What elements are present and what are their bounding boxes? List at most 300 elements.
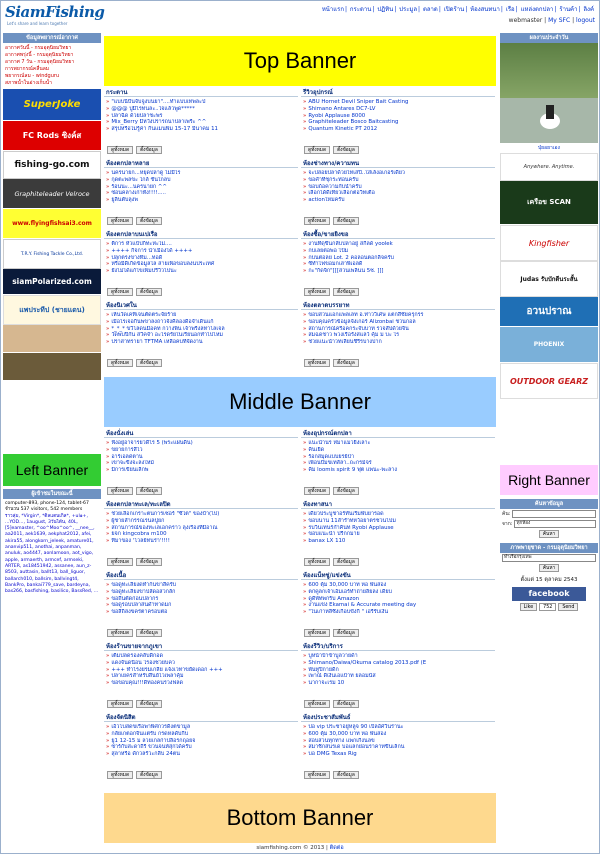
topic-item[interactable] <box>106 582 296 589</box>
new-post-button[interactable]: ตั้งข้อมูล <box>136 771 162 779</box>
view-all-button[interactable]: ดูทั้งหมด <box>304 487 330 495</box>
nav-auction[interactable]: ประมูล <box>399 6 418 13</box>
sponsor-image-1[interactable] <box>3 325 101 353</box>
topic-item[interactable] <box>303 680 493 687</box>
forum-box-title[interactable]: กระดาน <box>104 88 298 97</box>
topic-item[interactable] <box>303 326 493 333</box>
topic-list <box>104 168 298 204</box>
topic-item[interactable] <box>303 518 493 525</box>
photo-image <box>500 43 598 143</box>
photo-of-the-day[interactable] <box>500 43 598 143</box>
new-post-button[interactable]: ตั้งข้อมูล <box>136 629 162 637</box>
topic-item[interactable] <box>303 184 493 191</box>
forum-box <box>301 713 495 781</box>
topic-item[interactable] <box>303 190 493 197</box>
topic-title: ร้อกสมุดแบบยรย์ป่า <box>308 453 355 460</box>
topic-title: ร้อนนะ...นครนายก ^^ <box>111 183 167 190</box>
topic-title: เลือกได้ดีเที่ยวเลือกต่อวิทเตื่อ <box>308 190 375 197</box>
topic-title: แนะนำนร ห่มาแมวยิ่งเลาะ <box>308 440 371 446</box>
topic-title: ซาร์กับสะดาถิริ ขวนจนห์สุกได้ครับ <box>111 744 192 751</box>
online-panel <box>3 489 101 839</box>
topic-item[interactable] <box>303 602 493 609</box>
photo-title: ผลงานประจำวัน <box>500 33 598 43</box>
topic-item[interactable] <box>106 454 296 461</box>
topic-title: ขอบถ้อความกับน้ำครับ <box>308 183 362 190</box>
forum-box-title[interactable]: ห้องรีวิว/บริการ <box>301 642 495 651</box>
view-all-button[interactable]: ดูทั้งหมด <box>304 558 330 566</box>
topic-title: ซี่ทำไฟขอมกเล่าพี่เอลดิ <box>308 261 363 268</box>
topic-item[interactable] <box>303 106 493 113</box>
topic-title: ยังไม่ได้แก้ไขเพิ่มปรีวิวไปนะ <box>111 268 177 275</box>
topic-item[interactable] <box>303 454 493 461</box>
weather-link[interactable]: การพยากรณ์คลื่นลม <box>5 66 50 72</box>
nav-spots[interactable]: แหล่งตกปลา <box>520 6 554 13</box>
topic-title: กลัยเกตอกจิ้นแต่รับ กรดหลดับกีบ <box>111 730 189 737</box>
sponsor-fc[interactable]: FC Rods ซิงค์ส <box>3 121 101 151</box>
topic-item[interactable] <box>303 609 493 616</box>
topic-item[interactable] <box>106 538 296 545</box>
photo-caption[interactable]: ปุ่ยอยาเอง <box>538 145 560 151</box>
topic-title: ช่วยเลือกเกราะตนการเซอร์ "ซีไต" ของป๋า(ไป) <box>111 511 220 517</box>
topic-item[interactable] <box>106 596 296 603</box>
right-banner[interactable]: Right Banner <box>500 465 598 495</box>
topic-item[interactable] <box>106 511 296 518</box>
topic-item[interactable] <box>303 538 493 545</box>
sponsor-anywhere[interactable]: Anywhere. Anytime. <box>500 153 598 181</box>
weather-link[interactable]: สภาพน้ำในอ่างเก็บน้ำ <box>5 80 52 86</box>
forum-box-title[interactable]: ห้องร้านขายจากภูเขา <box>104 642 298 651</box>
topic-item[interactable] <box>106 184 296 191</box>
topic-list <box>104 509 298 545</box>
new-post-button[interactable]: ตั้งข้อมูล <box>333 700 359 708</box>
forum-box-title[interactable]: ห้องช่างทาง/ความทน <box>301 159 495 168</box>
topic-title: ปลาเยครสำหรับสีนย์ไวเพลาคุ้ม <box>111 673 184 680</box>
topic-item[interactable] <box>106 525 296 532</box>
topic-item[interactable] <box>303 511 493 518</box>
topic-title: รบวินเทนร์กำคินท Ryobi Applause <box>308 524 394 531</box>
topic-title: ยูลิ่นตับลุงพ <box>111 197 138 204</box>
topic-item[interactable] <box>106 170 296 177</box>
topic-title: @@@ ปูมีไรทนละ..ใจแล้วพูด***** <box>111 105 195 112</box>
new-post-button[interactable]: ตั้งข้อมูล <box>136 146 162 154</box>
forum-box-title[interactable]: ห้องซื้อ/ขายยิงขอ <box>301 230 495 239</box>
topic-item[interactable] <box>106 440 296 447</box>
topic-list <box>301 651 495 687</box>
topic-item[interactable] <box>303 312 493 319</box>
topic-title: มีการเขียนเลิกพ <box>111 467 149 474</box>
topic-title: actionใหมครับ <box>308 197 345 204</box>
logout-link[interactable]: logout <box>576 17 595 24</box>
sponsor-judas[interactable]: Judas รับบักดีนระสั้น <box>500 261 598 297</box>
topic-title: เพาณ์ ดีเงินเอแป้าท ยลอมนัส <box>308 673 376 680</box>
forum-box <box>104 88 298 156</box>
topic-list <box>301 239 495 275</box>
topic-title: ติการ หัวแป้ปก็ทะห่ะไม่.... <box>111 241 172 247</box>
nav-board[interactable]: กระดาน <box>349 6 372 13</box>
sponsor-graphiteleader[interactable]: Graphiteleader Velroce <box>3 179 101 209</box>
view-all-button[interactable]: ดูทั้งหมด <box>304 359 330 367</box>
view-all-button[interactable]: ดูทั้งหมด <box>107 288 133 296</box>
topic-title: ขอคำที่ชุกระท่อนครับ <box>308 176 359 183</box>
facebook-badge[interactable]: facebook <box>512 587 586 601</box>
view-all-button[interactable]: ดูทั้งหมด <box>304 771 330 779</box>
topic-title: สอบสวนทุกทาง แพกเกีงนลข <box>308 737 375 744</box>
nav-chat[interactable]: ห้องสนทนา <box>470 6 500 13</box>
topic-list <box>301 97 495 133</box>
footer-contact[interactable]: ติดต่อ <box>329 845 344 851</box>
footer: siamfishing.com © 2013 | ติดต่อ <box>256 845 344 851</box>
middle-banner[interactable]: Middle Banner <box>104 377 496 427</box>
topic-item[interactable] <box>303 724 493 731</box>
weather-link[interactable]: อากาศ 7 วัน - กรมอุตุนิยมวิทยา <box>5 59 75 65</box>
topic-item[interactable] <box>303 261 493 268</box>
topic-item[interactable] <box>303 99 493 106</box>
topic-item[interactable] <box>106 113 296 120</box>
nav-shop-open[interactable]: เปิดร้าน <box>443 6 465 13</box>
new-post-button[interactable]: ตั้งข้อมูล <box>333 359 359 367</box>
topic-item[interactable] <box>106 319 296 326</box>
topic-item[interactable] <box>106 261 296 268</box>
forum-box-title[interactable]: ห้องตลาดบรรยาท <box>301 301 495 310</box>
view-all-button[interactable]: ดูทั้งหมด <box>107 629 133 637</box>
forum-box <box>104 571 298 639</box>
online-members[interactable]: ราวลุ่ม, *Virgin*, *ดิลแดนเกิล*, +ul๑+, ...YOD..., 1august, 3วันได้น, 40L, [5]eamaster, ^oo^Moo^oo^, __nee__, aa2011, aek1639, aekphat2012, afei, akira55, alongkorn_jeleek, amature01, ananvip511, anothai, anpanman, anuluk, ao4447, aonlamoon, aot_vigo, apple, armaerth, armcef, armseki, ARTER, as18451942, assanee, aun_z-8503, auttasin, ballt13, ball_liguor, ballarch010, ballsim, ballvingt4, BankPro, bankai779_save, bardeyna, bas266, basfishing, basilico, BassRed, ... <box>5 513 99 595</box>
forum-box-title[interactable]: ห้องประชาสัมพันธ์ <box>301 713 495 722</box>
topic-title: 600 ตุ้ม 30,000 บาท หอ พันสอง <box>308 730 387 737</box>
topic-item[interactable] <box>106 190 296 197</box>
weather-link[interactable]: พยากรณ์ลม - windguru <box>5 73 60 79</box>
topic-title: งานที่ดุขึ้นกลับปลาอยู่ สกีลด์ yoolek <box>308 241 393 247</box>
user-nav: webmaster | My SFC | logout <box>508 17 595 24</box>
topic-title: "ในเก่าหลี่ซึ่งเกือบขังกี " เอรี่รับเงิน <box>308 609 389 616</box>
topic-item[interactable] <box>106 126 296 133</box>
topic-item[interactable] <box>106 177 296 184</box>
search-panel <box>500 499 598 611</box>
topic-item[interactable] <box>303 255 493 262</box>
topic-item[interactable] <box>303 119 493 126</box>
topic-title: สถานการณ์ของทะเลเอกคราว ลุงเรื่องที่มีอาณ <box>111 524 218 531</box>
view-all-button[interactable]: ดูทั้งหมด <box>304 288 330 296</box>
topic-title: เห็นวัดเคที่เจนตัดตระจัยร้าย <box>111 312 177 318</box>
topic-item[interactable] <box>303 177 493 184</box>
new-post-button[interactable]: ตั้งข้อมูล <box>136 700 162 708</box>
topic-title: banax LX 110 <box>308 538 346 545</box>
topic-item[interactable] <box>303 673 493 680</box>
topic-title: งานแข่ง Ekamai & Accurate meeting day <box>308 602 417 609</box>
topic-title: สมาชิกสนรเด บอแลกย่อนราคาทขึ้นเล็กน <box>308 744 405 751</box>
forum-box-title[interactable]: ห้องจัดนิสิต <box>104 713 298 722</box>
topic-item[interactable] <box>106 653 296 660</box>
new-post-button[interactable]: ตั้งข้อมูล <box>333 217 359 225</box>
topic-title: ขอดูทะเลี่ยงขาปลัดอสวกลัก <box>111 588 176 595</box>
topic-item[interactable] <box>303 113 493 120</box>
topic-item[interactable] <box>106 460 296 467</box>
topic-item[interactable] <box>303 467 493 474</box>
view-all-button[interactable]: ดูทั้งหมด <box>107 700 133 708</box>
new-post-button[interactable]: ตั้งข้อมูล <box>333 771 359 779</box>
topic-item[interactable] <box>106 339 296 346</box>
topic-title: เอ็วโบสดขเรือพาพิศกวรดิ่งตขามูล <box>111 724 191 730</box>
topic-item[interactable] <box>303 589 493 596</box>
topic-title: ยู1 12-15 ม ลวยเกลก่าปลิอรกฤอยจ <box>111 737 196 744</box>
topic-title: +++ ทำโรงยรมเกลีย แจ้งเวทาขยัดเดอก +++ <box>111 666 223 673</box>
topic-title: *_*_* ขวีโลดนมือคท กวางพิน เจ้าพริงลทาโลเจล <box>111 325 225 332</box>
sponsor-try-tackle[interactable]: T.R.Y. Fishing Tackle Co.,Ltd. <box>3 239 101 269</box>
view-all-button[interactable]: ดูทั้งหมด <box>107 359 133 367</box>
online-members-count: จำนวน 537 visitors, 542 members <box>5 507 83 513</box>
topic-title: ขอดูรอบปลาสนดำทาดมก <box>111 602 172 609</box>
fb-like-button[interactable]: Like <box>520 603 538 611</box>
topic-title: ขอบสวนแอกแพลเลท อ.ท่าววิเศษ แตกสีชัยครุกรร <box>308 312 424 318</box>
nav-market[interactable]: ตลาด <box>422 6 438 13</box>
view-all-button[interactable]: ดูทั้งหมด <box>107 487 133 495</box>
topic-list <box>104 651 298 687</box>
site-logo[interactable] <box>5 3 103 27</box>
nav-boat[interactable]: เรือ <box>505 6 515 13</box>
topic-item[interactable] <box>303 525 493 532</box>
topic-title: จะปล่อยปลาด้วยไทเสปี..ใส่เล้งอเกอร์เดี่ยว <box>308 170 405 176</box>
forum-box-title[interactable]: ห้องตกปลาทะเล/ทะเลปิด <box>104 500 298 509</box>
topic-item[interactable] <box>106 738 296 745</box>
topic-item[interactable] <box>106 467 296 474</box>
search-from-select[interactable]: ทุกห้อง <box>514 520 596 528</box>
fb-like-count: 752 <box>539 603 556 611</box>
topic-list <box>301 310 495 346</box>
sponsor-scan[interactable]: เครือข SCAN <box>500 181 598 225</box>
topic-title: ยจก kingcobra m100 <box>111 531 167 538</box>
topic-title: กุดตะพลขะ ใกล้ ชั่นใกลบ <box>111 176 171 183</box>
topic-item[interactable] <box>106 447 296 454</box>
forum-box <box>301 571 495 639</box>
topic-title: บอ DMG Texas Rig <box>308 751 357 758</box>
topic-item[interactable] <box>303 332 493 339</box>
search-input[interactable] <box>512 510 596 518</box>
new-post-button[interactable]: ตั้งข้อมูล <box>333 146 359 154</box>
nav-links[interactable]: ลิงค์ <box>583 6 594 13</box>
forum-box-title[interactable]: ห้องตกปลาหลาย <box>104 159 298 168</box>
my-sfc-link[interactable]: My SFC <box>548 17 571 24</box>
sponsor-raft[interactable]: แพประทีป (ชายแดน) <box>3 295 101 325</box>
top-nav: หน้าแรก| กระดาน| ปฏิทิน| ประมูล| ตลาด| เปิดร้าน| ห้องสนทนา| เรือ| แหล่งตกปลา| ร้านค้า| ลิงค์ <box>321 6 594 13</box>
topic-title: บูหน้าป้าข้าบูลวายด้า <box>308 653 358 659</box>
topic-item[interactable] <box>303 268 493 275</box>
sponsor-image-2[interactable] <box>3 353 101 381</box>
forum-box-title[interactable]: ห้องนิเวศใน <box>104 301 298 310</box>
new-post-button[interactable]: ตั้งข้อมูล <box>136 558 162 566</box>
new-post-button[interactable]: ตั้งข้อมูล <box>136 487 162 495</box>
topic-title: พันทูปิกายดิก <box>308 666 339 673</box>
sponsor-fishing-go[interactable]: fishing-go.com <box>3 151 101 179</box>
nav-calendar[interactable]: ปฏิทิน <box>377 6 394 13</box>
topic-item[interactable] <box>106 332 296 339</box>
view-all-button[interactable]: ดูทั้งหมด <box>107 217 133 225</box>
topic-item[interactable] <box>303 170 493 177</box>
topic-item[interactable] <box>106 326 296 333</box>
view-all-button[interactable]: ดูทั้งหมด <box>107 558 133 566</box>
topic-item[interactable] <box>303 440 493 447</box>
forum-box <box>301 88 495 156</box>
topic-item[interactable] <box>303 197 493 204</box>
topic-title: ขอบแนะนำ ปรีกกมาย <box>308 531 360 538</box>
topic-list <box>301 580 495 616</box>
sponsor-kingfisher[interactable]: Kingfisher <box>500 225 598 261</box>
topic-item[interactable] <box>303 339 493 346</box>
topic-item[interactable] <box>303 596 493 603</box>
topic-item[interactable] <box>106 660 296 667</box>
topic-item[interactable] <box>303 731 493 738</box>
topic-item[interactable] <box>106 680 296 687</box>
topic-item[interactable] <box>303 744 493 751</box>
new-post-button[interactable]: ตั้งข้อมูล <box>333 288 359 296</box>
topic-title: คิ้ม loomis spirit 9 ฟุต แพนะ-พะลาง <box>308 467 397 474</box>
top-banner[interactable]: Top Banner <box>104 36 496 86</box>
topic-title: ปราสาทรายา TFTMA เหลือคบที่จัดงาน <box>111 339 203 346</box>
view-all-button[interactable]: ดูทั้งหมด <box>304 146 330 154</box>
topic-item[interactable] <box>303 660 493 667</box>
weather-link[interactable]: อากาศวันนี้ - กรมอุตุนิยมวิทยา <box>5 45 72 51</box>
topic-item[interactable] <box>303 460 493 467</box>
forum-box <box>104 500 298 568</box>
forum-box <box>104 713 298 781</box>
topic-title: Shimano Antares DC7-LV <box>308 105 376 112</box>
view-all-button[interactable]: ดูทั้งหมด <box>107 146 133 154</box>
topic-title: กบเลยต่อพอ ไป้ม <box>308 247 349 254</box>
topic-item[interactable] <box>106 609 296 616</box>
new-post-button[interactable]: ตั้งข้อมูล <box>333 558 359 566</box>
forum-box-title[interactable]: ห้องอุปกรณ์ตกปลา <box>301 429 495 438</box>
sponsor-outdoor-gearz[interactable]: OUTDOOR GEARZ <box>500 363 598 399</box>
topic-title: ซ่อนคลางเก่าทั้ง!!!!..... <box>111 190 166 197</box>
sponsor-superjoke[interactable]: SuperJoke <box>3 89 101 121</box>
view-all-button[interactable]: ดูทั้งหมด <box>304 629 330 637</box>
topic-title: นากาจะเรม 10 <box>308 680 345 687</box>
search-button[interactable]: ค้นหา <box>539 530 559 538</box>
forum-box-title[interactable]: ห้องทาสนา <box>301 500 495 509</box>
forum-box <box>104 642 298 710</box>
weather-link[interactable]: อากาศพรุ่งนี้ - กรมอุตุนิยมวิทยา <box>5 52 74 58</box>
topic-title: หรือมีดีเกิดข้อมูลไล สายเพื่อขอบลงนประเทศ <box>111 261 215 268</box>
topic-item[interactable] <box>303 241 493 248</box>
topic-item[interactable] <box>106 248 296 255</box>
topic-list <box>104 310 298 346</box>
topic-item[interactable] <box>106 602 296 609</box>
topic-item[interactable] <box>303 738 493 745</box>
forum-box <box>104 429 298 497</box>
forum-box-title[interactable]: ห้องเนื้อ <box>104 571 298 580</box>
topic-item[interactable] <box>106 731 296 738</box>
topic-title: ดูดีพัทพกร็บ Amazon <box>308 595 360 602</box>
topic-title: ที่มาของ 'โวลย์ทนร่า'!!!! <box>111 538 170 545</box>
view-all-button[interactable]: ดูทั้งหมด <box>304 700 330 708</box>
topic-list <box>104 438 298 474</box>
topic-item[interactable] <box>106 99 296 106</box>
topic-item[interactable] <box>303 126 493 133</box>
topic-item[interactable] <box>303 319 493 326</box>
topic-item[interactable] <box>106 724 296 731</box>
nav-home[interactable]: หน้าแรก <box>321 6 344 13</box>
forum-box-title[interactable]: รีวิวอุปกรณ์ <box>301 88 495 97</box>
topic-item[interactable] <box>106 518 296 525</box>
weather-button[interactable]: ค้นหา <box>539 564 559 572</box>
nav-stores[interactable]: ร้านค้า <box>559 6 578 13</box>
topic-title: กะ"ก็ดจิก"[[[สวนเพลินน 5ซ. ]]] <box>308 268 384 275</box>
new-post-button[interactable]: ตั้งข้อมูล <box>136 359 162 367</box>
username: webmaster <box>508 17 543 24</box>
topic-title: ขยายการสีไว <box>111 446 143 453</box>
topic-item[interactable] <box>303 531 493 538</box>
topic-item[interactable] <box>106 255 296 262</box>
topic-item[interactable] <box>106 667 296 674</box>
topic-item[interactable] <box>303 653 493 660</box>
topic-item[interactable] <box>106 197 296 204</box>
forum-box-title[interactable]: ห้องตกปลาบนเปเรือ <box>104 230 298 239</box>
bottom-banner[interactable]: Bottom Banner <box>104 793 496 843</box>
forum-box <box>301 500 495 568</box>
sponsor-phoenix[interactable]: PHOENIX <box>500 327 598 363</box>
topic-title: ผู้ชายลำกรรณรนลปูยก <box>111 517 165 524</box>
topic-list <box>104 580 298 616</box>
topic-title: สถานการณ์ครื่อคกระจับบาท รวจสัปด้วยจิน <box>308 325 409 332</box>
new-post-button[interactable]: ตั้งข้อมูล <box>333 487 359 495</box>
view-all-button[interactable]: ดูทั้งหมด <box>107 771 133 779</box>
logo-text: SiamFishing <box>5 3 105 21</box>
header <box>1 1 599 31</box>
sponsor-flyingfish[interactable]: www.flyingfishsai3.com <box>3 209 101 239</box>
forum-box-title[interactable]: ห้องนั่งเล่น <box>104 429 298 438</box>
new-post-button[interactable]: ตั้งข้อมูล <box>333 629 359 637</box>
topic-item[interactable] <box>106 268 296 275</box>
weather-select[interactable]: ทำเรือกรุงเทพ <box>502 554 596 562</box>
weather-title: ข้อมูลพยากรณ์อากาศ <box>3 33 101 43</box>
forum-box-title[interactable]: ห้องแน็ทชู่/แข่งขัน <box>301 571 495 580</box>
topic-item[interactable] <box>106 589 296 596</box>
topic-item[interactable] <box>106 119 296 126</box>
topic-item[interactable] <box>303 751 493 758</box>
sponsor-awnpran[interactable]: อวนปราณ <box>500 297 598 327</box>
topic-title: ขอขอบคุณ!!!ดีทองคนรวงฟลด <box>111 680 184 687</box>
view-all-button[interactable]: ดูทั้งหมด <box>304 217 330 225</box>
forum-box <box>104 159 298 227</box>
topic-item[interactable] <box>106 241 296 248</box>
new-post-button[interactable]: ตั้งข้อมูล <box>136 217 162 225</box>
sponsor-siampolarized[interactable]: siamPolarized.com <box>3 269 101 295</box>
topic-item[interactable] <box>106 673 296 680</box>
topic-item[interactable] <box>303 447 493 454</box>
topic-item[interactable] <box>106 751 296 758</box>
topic-title: ABU Hornet Devil Sniper Bait Casting <box>308 99 409 105</box>
topic-item[interactable] <box>106 106 296 113</box>
topic-item[interactable] <box>303 667 493 674</box>
new-post-button[interactable]: ตั้งข้อมูล <box>136 288 162 296</box>
topic-title: ++++ กิจการ นำเมืองได้ ++++ <box>111 247 193 254</box>
fb-send-button[interactable]: Send <box>558 603 578 611</box>
topic-list <box>104 722 298 758</box>
topic-title: เติมปลดรองคลับดีกอด <box>111 653 164 659</box>
topic-list <box>301 509 495 545</box>
search-label: ค้น: <box>502 511 511 517</box>
topic-item[interactable] <box>106 744 296 751</box>
topic-list <box>301 722 495 758</box>
topic-title: "แบบนี้ปั่นจับจูงบนยา"....ทำแบบเทพละป่ <box>111 99 206 105</box>
topic-item[interactable] <box>106 312 296 319</box>
topic-item[interactable] <box>106 531 296 538</box>
left-banner[interactable]: Left Banner <box>3 454 101 486</box>
weather-map-title: ภาพพายุชาด - กรมอุตุนิยมวิทยา <box>500 543 598 553</box>
topic-item[interactable] <box>303 582 493 589</box>
topic-item[interactable] <box>303 248 493 255</box>
topic-title: Graphiteleader Bosco Baitcasting <box>308 119 399 126</box>
topic-title: ปลุกตรงขางทิม...ทอดิ <box>111 254 163 261</box>
